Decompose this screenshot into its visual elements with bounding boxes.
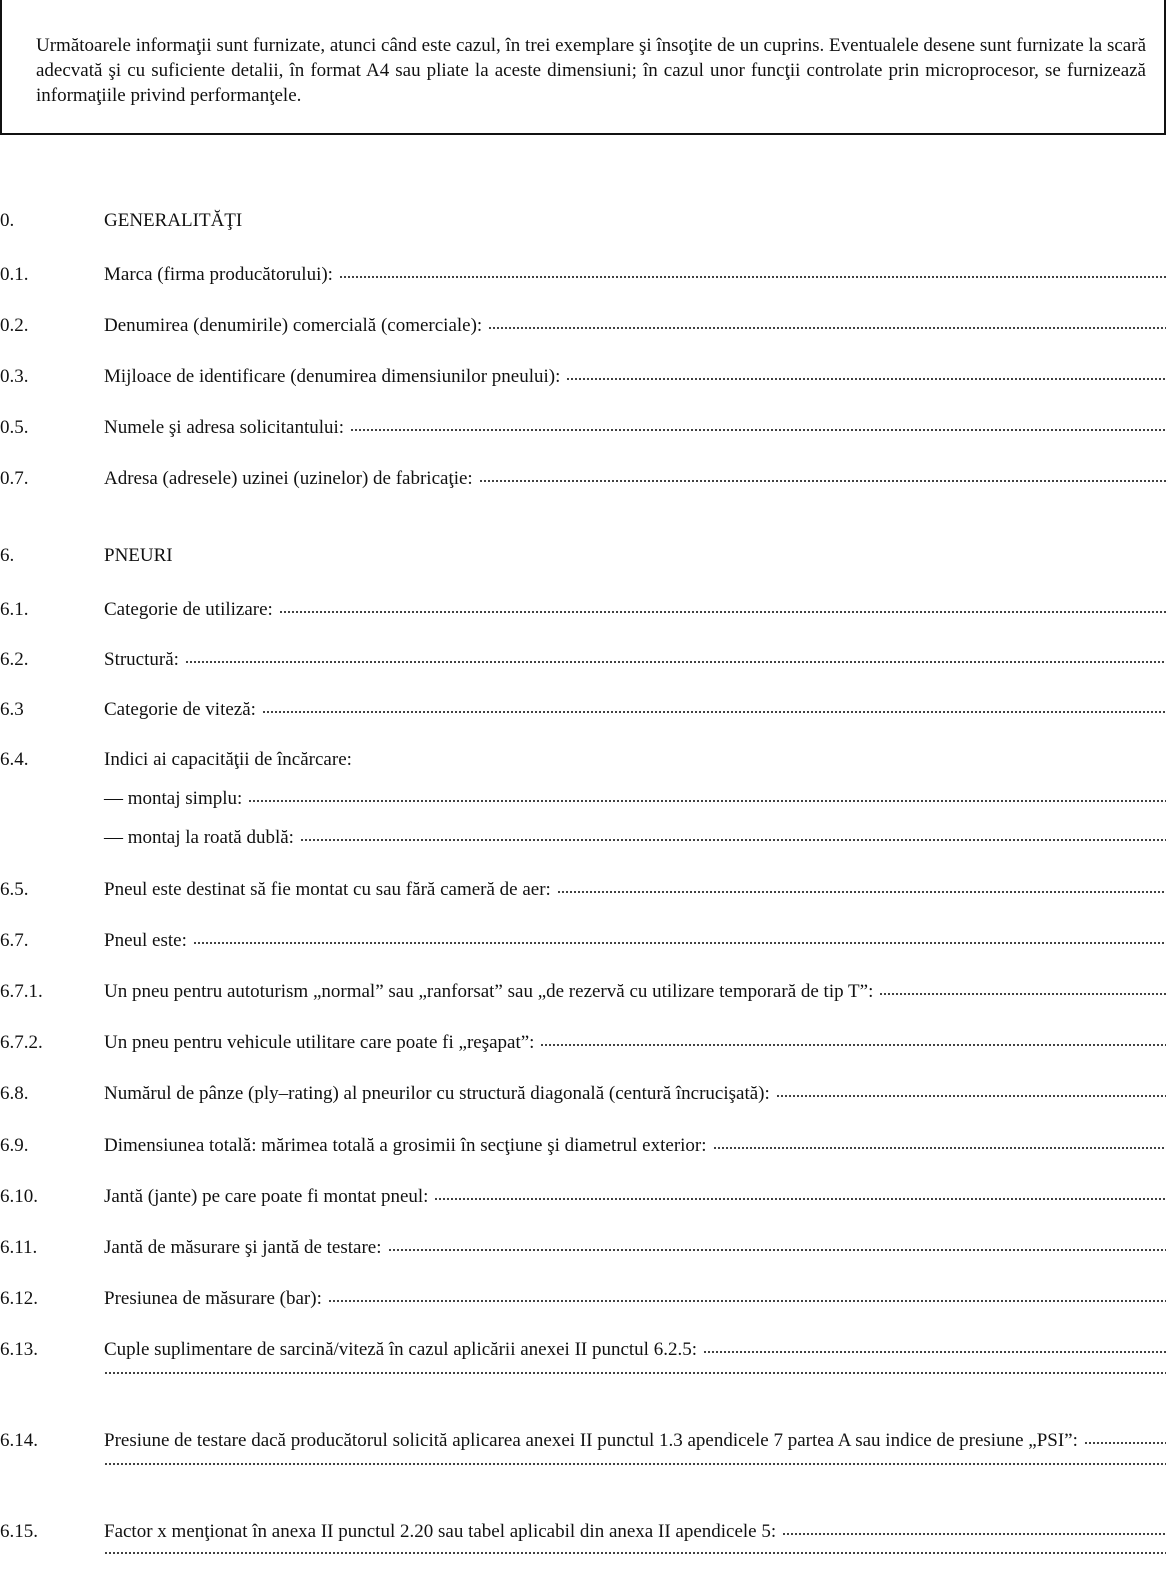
fill-in-field[interactable] [540,1044,1166,1046]
fill-in-field[interactable] [782,1533,1166,1535]
item-label: Categorie de viteză: [104,699,256,720]
intro-box [0,0,1166,135]
item-label: Factor x menţionat în anexa II punctul 2.20 sau tabel aplicabil din anexa II apendicele 5: [104,1521,777,1542]
item-label: Un pneu pentru autoturism „normal” sau „ranforsat” sau „de rezervă cu utilizare temporară de tip T”: [104,981,874,1002]
item-label: Mijloace de identificare (denumirea dimensiunilor pneului): [104,366,561,387]
form-item [0,877,1166,903]
fill-in-field[interactable] [1084,1442,1166,1444]
fill-in-field[interactable] [248,800,1166,802]
item-label: Indici ai capacităţii de încărcare: [104,749,352,770]
fill-in-field[interactable] [488,327,1166,329]
fill-in-field[interactable] [339,276,1166,278]
item-number: 6. [0,545,15,566]
form-subitem [0,786,1166,812]
fill-in-field[interactable] [104,1372,1166,1374]
item-label: Denumirea (denumirile) comercială (comerciale): [104,315,483,336]
form-item [0,1337,1166,1363]
fill-in-field[interactable] [104,1552,1166,1554]
form-item [0,262,1166,288]
item-label: Jantă (jante) pe care poate fi montat pneul: [104,1186,429,1207]
fill-in-field[interactable] [713,1147,1166,1149]
fill-in-field[interactable] [262,711,1166,713]
form-item [0,1081,1166,1107]
item-label: Categorie de utilizare: [104,599,273,620]
item-label: Presiunea de măsurare (bar): [104,1288,322,1309]
item-number: 0.3. [0,366,29,387]
item-number: 0.5. [0,417,29,438]
fill-in-field[interactable] [279,611,1166,613]
item-label: Numele şi adresa solicitantului: [104,417,345,438]
form-item [0,1184,1166,1210]
item-number: 0.7. [0,468,29,489]
continuation-line [0,1376,1166,1402]
fill-in-field[interactable] [557,891,1166,893]
item-label: — montaj la roată dublă: [104,827,294,848]
item-label: Un pneu pentru vehicule utilitare care poate fi „reşapat”: [104,1032,535,1053]
form-item [0,747,1166,773]
fill-in-field[interactable] [104,1463,1166,1465]
item-label: Jantă de măsurare şi jantă de testare: [104,1237,382,1258]
fill-in-field[interactable] [434,1198,1166,1200]
item-number: 6.4. [0,749,29,770]
item-label: Numărul de pânze (ply–rating) al pneurilor cu structură diagonală (centură încrucişată): [104,1083,770,1104]
item-number: 6.1. [0,599,29,620]
item-number: 6.15. [0,1521,38,1542]
item-number: 0.2. [0,315,29,336]
item-label: GENERALITĂŢI [104,210,243,231]
form-item [0,597,1166,623]
intro-text: Următoarele informaţii sunt furnizate, atunci când este cazul, în trei exemplare şi însoţite de un cuprins. Eventualele desene sunt furnizate la scară adecvată şi cu suficiente detalii, în format A4 sau pliate la aceste dimensiuni; în cazul unor funcţii controlate prin microprocesor, se furnizează informaţiile privind performanţele. [36,35,1146,106]
item-label: Cuple suplimentare de sarcină/viteză în cazul aplicării anexei II punctul 6.2.5: [104,1339,697,1360]
fill-in-field[interactable] [703,1351,1166,1353]
item-label: Structură: [104,649,179,670]
form-item [0,979,1166,1005]
fill-in-field[interactable] [388,1249,1167,1251]
item-number: 6.14. [0,1430,38,1451]
fill-in-field[interactable] [566,378,1166,380]
form-item [0,1428,1166,1454]
form-subitem [0,825,1166,851]
item-label: — montaj simplu: [104,788,243,809]
item-number: 6.7.2. [0,1032,43,1053]
item-label: Presiune de testare dacă producătorul solicită aplicarea anexei II punctul 1.3 apendicele 7 partea A sau indice de presiune „PSI”: [104,1430,1078,1451]
item-number: 6.2. [0,649,29,670]
continuation-line [0,1556,1166,1582]
item-number: 6.9. [0,1135,29,1156]
item-number: 6.11. [0,1237,38,1258]
section-heading [0,208,1166,234]
fill-in-field[interactable] [185,661,1166,663]
fill-in-field[interactable] [193,942,1166,944]
form-item [0,1286,1166,1312]
form-item [0,415,1166,441]
item-number: 0.1. [0,264,29,285]
item-label: Adresa (adresele) uzinei (uzinelor) de fabricaţie: [104,468,473,489]
fill-in-field[interactable] [350,429,1166,431]
form-item [0,647,1166,673]
item-number: 6.10. [0,1186,38,1207]
fill-in-field[interactable] [300,839,1166,841]
item-label: Dimensiunea totală: mărimea totală a grosimii în secţiune şi diametrul exterior: [104,1135,707,1156]
form-item [0,1030,1166,1056]
form-item [0,313,1166,339]
form-item [0,466,1166,492]
item-number: 6.12. [0,1288,38,1309]
item-number: 6.3 [0,699,24,720]
fill-in-field[interactable] [879,993,1166,995]
item-label: Pneul este: [104,930,187,951]
item-number: 6.8. [0,1083,29,1104]
item-number: 0. [0,210,15,231]
item-label: Pneul este destinat să fie montat cu sau fără cameră de aer: [104,879,551,900]
form-item [0,697,1166,723]
fill-in-field[interactable] [479,480,1166,482]
section-heading [0,543,1166,569]
item-number: 6.7. [0,930,29,951]
continuation-line [0,1467,1166,1493]
form-item [0,1235,1166,1261]
form-item [0,1519,1166,1545]
fill-in-field[interactable] [328,1300,1166,1302]
item-number: 6.13. [0,1339,38,1360]
form-item [0,1133,1166,1159]
item-number: 6.7.1. [0,981,43,1002]
item-label: PNEURI [104,545,173,566]
item-number: 6.5. [0,879,29,900]
form-item [0,928,1166,954]
fill-in-field[interactable] [776,1095,1166,1097]
form-item [0,364,1166,390]
item-label: Marca (firma producătorului): [104,264,333,285]
